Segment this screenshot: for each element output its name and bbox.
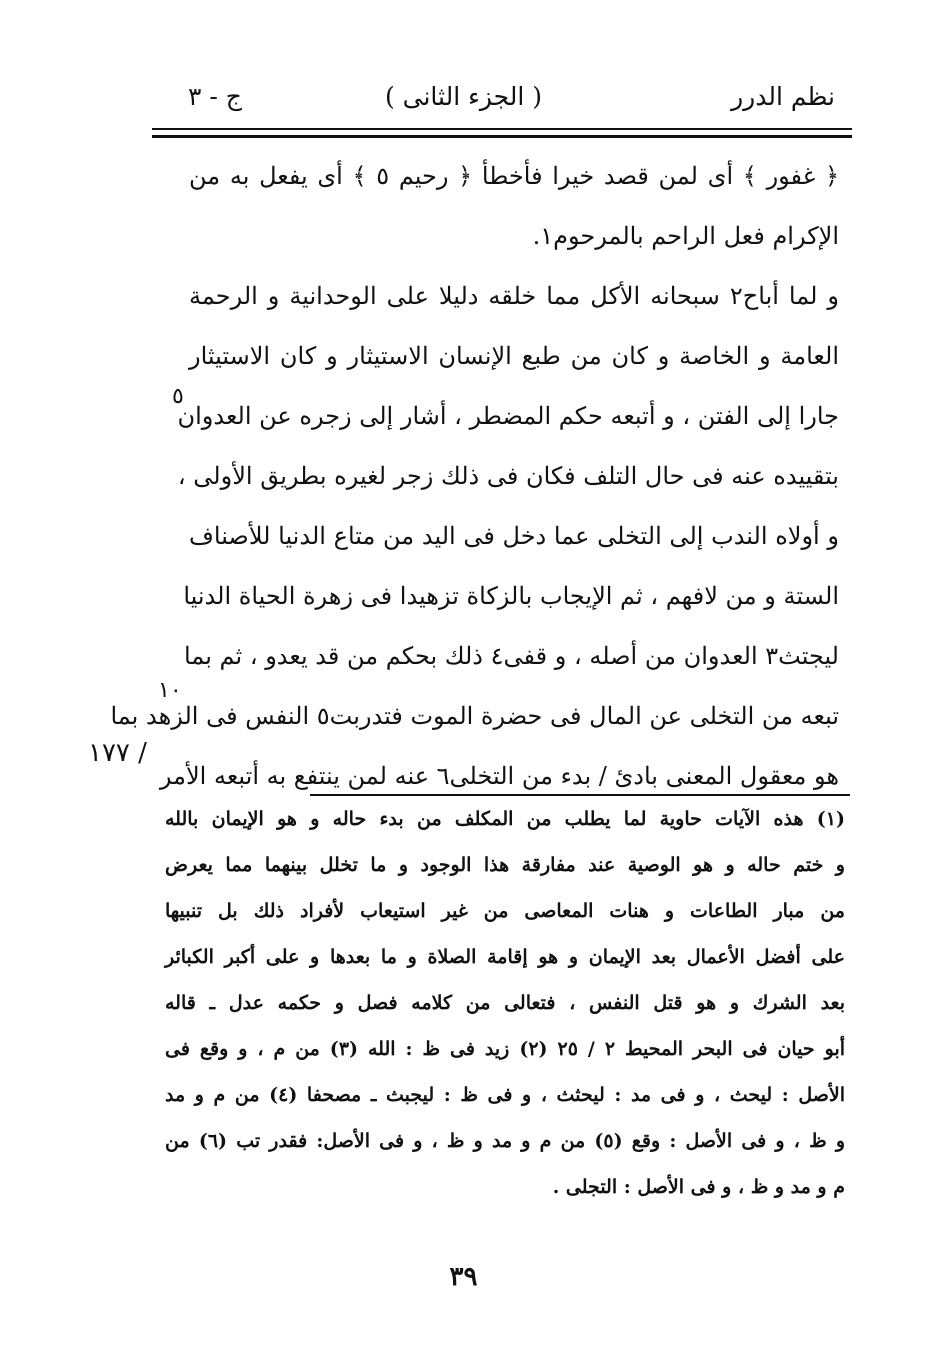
main-text-line: ﴿ غفور ﴾ أى لمن قصد خيرا فأخطأ ﴿ رحيم ٥ ﴾ أى يفعل به من bbox=[189, 162, 840, 190]
footnote-line: (١) هذه الآيات حاوية لما يطلب من المكلف من بدء حاله و هو الإيمان بالله bbox=[165, 808, 845, 830]
line-number-10: ١٠ bbox=[158, 678, 182, 703]
running-header-volume: ج - ٣ bbox=[188, 82, 242, 111]
footnote-line: الأصل : ليحث ، و فى مد : ليحثث ، و فى ظ : ليجبث ـ مصحفا (٤) من م و مد bbox=[165, 1084, 845, 1106]
footnotes-block bbox=[165, 796, 845, 1210]
line-number-5: ٥ bbox=[172, 384, 184, 409]
main-text-line: الستة و من لافهم ، ثم الإيجاب بالزكاة تزهيدا فى زهرة الحياة الدنيا bbox=[183, 582, 839, 610]
margin-page-reference: / ١٧٧ bbox=[88, 738, 147, 768]
main-text-line: هو معقول المعنى بادئ / بدء من التخلى٦ عنه لمن ينتفع به أتبعه الأمر bbox=[159, 762, 839, 790]
footnote-line: و ختم حاله و هو الوصية عند مفارقة هذا الوجود و ما تخلل بينهما مما يعرض bbox=[165, 854, 845, 876]
footnote-line: بعد الشرك و هو قتل النفس ، فتعالى من كلامه فصل و حكمه عدل ـ قاله bbox=[165, 992, 845, 1014]
footnote-line: على أفضل الأعمال بعد الإيمان و هو إقامة الصلاة و ما بعدها و على أكبر الكبائر bbox=[165, 946, 845, 968]
main-text-line: الإكرام فعل الراحم بالمرحوم١. bbox=[532, 222, 839, 250]
header-rule-thin bbox=[152, 128, 852, 130]
main-text-line: ليجتث٣ العدوان من أصله ، و قفى٤ ذلك بحكم من قد يعدو ، ثم بما bbox=[184, 642, 839, 670]
main-text-line: و أولاه الندب إلى التخلى عما دخل فى اليد من متاع الدنيا للأصناف bbox=[189, 522, 839, 550]
running-header-part: ( الجزء الثانى ) bbox=[384, 82, 543, 111]
running-header-book-title: نظم الدرر bbox=[731, 82, 835, 111]
footnote-line: أبو حيان فى البحر المحيط ٢ / ٢٥ (٢) زيد فى ظ : الله (٣) من م ، و وقع فى bbox=[165, 1038, 846, 1060]
footnote-line: من مبار الطاعات و هنات المعاصى من غير استيعاب لأفراد ذلك بل تنبيها bbox=[165, 900, 845, 922]
main-text-line: بتقييده عنه فى حال التلف فكان فى ذلك زجر لغيره بطريق الأولى ، bbox=[177, 462, 839, 490]
page-number: ٣٩ bbox=[449, 1262, 478, 1292]
main-text-line: تبعه من التخلى عن المال فى حضرة الموت فتدربت٥ النفس فى الزهد بما bbox=[110, 702, 839, 730]
main-text-line: جارا إلى الفتن ، و أتبعه حكم المضطر ، أشار إلى زجره عن العدوان bbox=[177, 402, 839, 430]
main-text-line: و لما أباح٢ سبحانه الأكل مما خلقه دليلا على الوحدانية و الرحمة bbox=[189, 282, 839, 310]
footnote-line: و ظ ، و فى الأصل : وقع (٥) من م و مد و ظ ، و فى الأصل: فقدر تب (٦) من bbox=[165, 1130, 845, 1152]
header-rule-thick bbox=[152, 135, 852, 138]
footnote-line: م و مد و ظ ، و فى الأصل : التجلى . bbox=[552, 1176, 845, 1198]
main-text-line: العامة و الخاصة و كان من طبع الإنسان الاستيثار و كان الاستيثار bbox=[189, 342, 839, 370]
